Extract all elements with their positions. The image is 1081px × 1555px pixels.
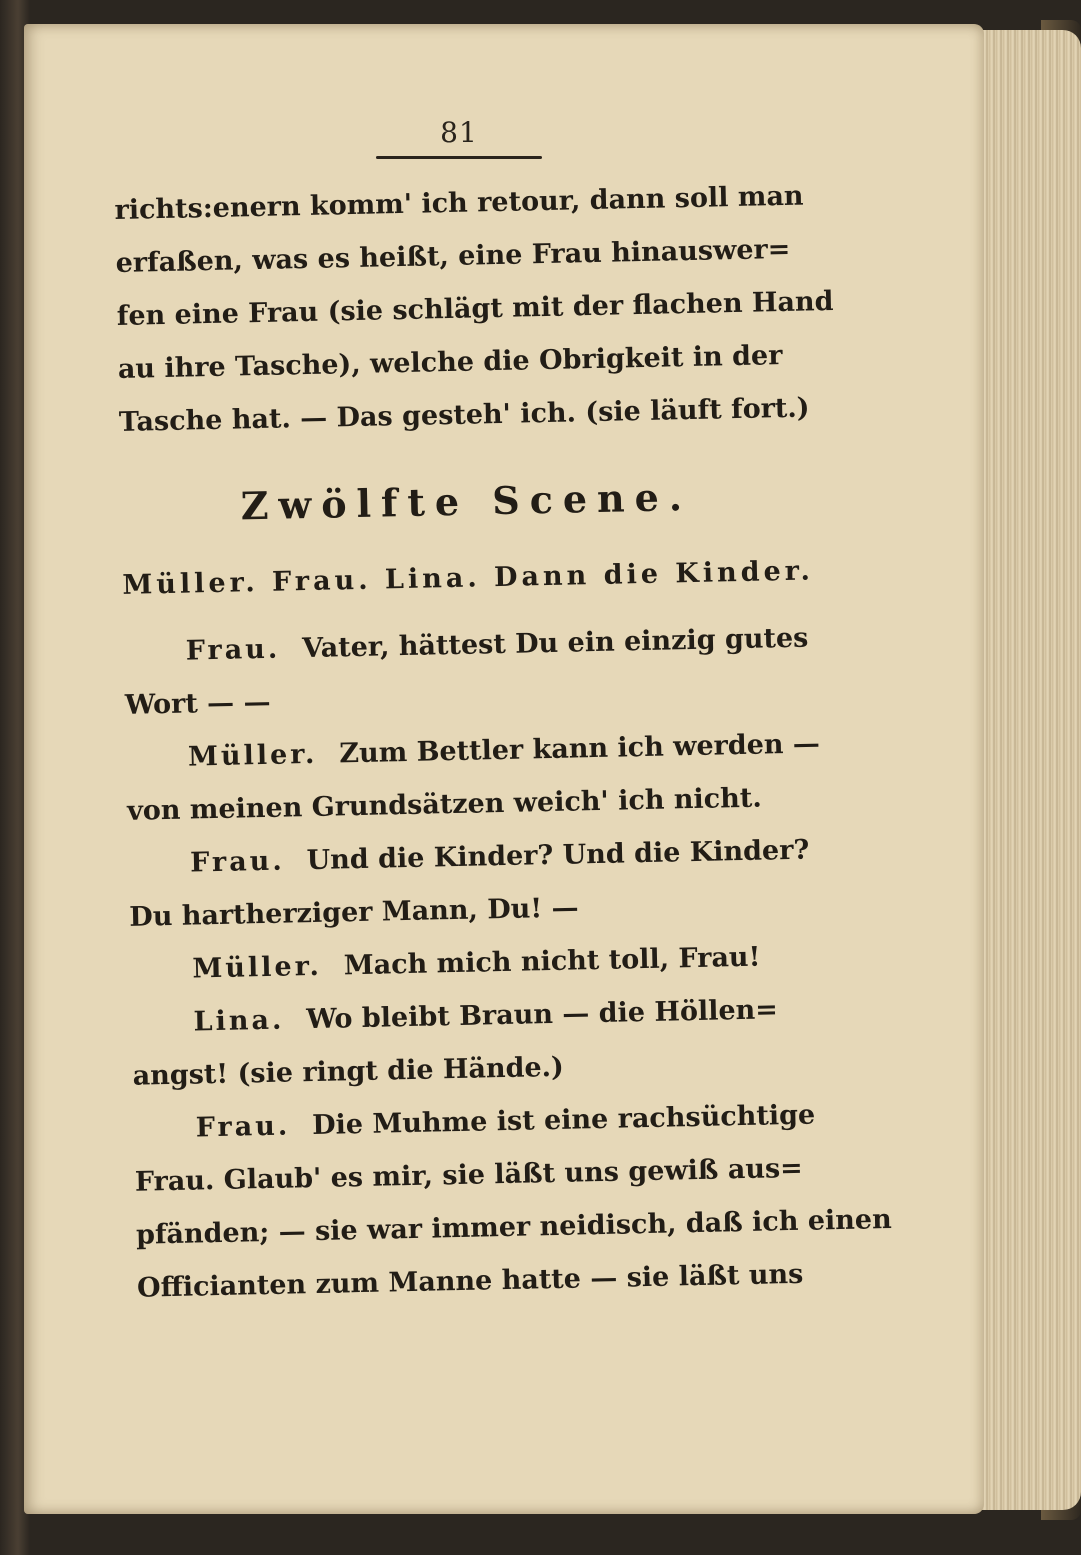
text-line: richts:enern komm' ich retour, dann soll man bbox=[114, 180, 804, 226]
text-line: au ihre Tasche), welche die Obrigkeit in der bbox=[117, 340, 783, 385]
speaker-name: Müller. bbox=[187, 738, 318, 773]
dialogue-text: Officianten zum Manne hatte — sie läßt uns bbox=[136, 1258, 804, 1304]
dialogue-text: Mach mich nicht toll, Frau! bbox=[343, 941, 761, 982]
speaker-name: Lina. bbox=[193, 1004, 285, 1038]
scene-heading: Zwölfte Scene. bbox=[240, 473, 693, 529]
text-line: Tasche hat. — Das gesteh' ich. (sie läuft fort.) bbox=[118, 392, 810, 438]
dialogue-text: Frau. Glaub' es mir, sie läßt uns gewiß aus= bbox=[134, 1152, 804, 1198]
dialogue-text: angst! (sie ringt die Hände.) bbox=[132, 1051, 565, 1092]
book-page bbox=[24, 24, 984, 1514]
speaker-name: Müller. bbox=[192, 950, 323, 985]
page-text bbox=[114, 167, 928, 1314]
page-number: 81 bbox=[440, 116, 478, 149]
dialogue-text: Wort — — bbox=[124, 686, 271, 721]
dialogue-text: Zum Bettler kann ich werden — bbox=[339, 728, 821, 770]
dialogue-text: Du hartherziger Mann, Du! — bbox=[129, 892, 579, 933]
dialogue-text: Und die Kinder? Und die Kinder? bbox=[306, 834, 810, 877]
dialogue-text: Vater, hättest Du ein einzig gutes bbox=[301, 622, 809, 665]
dialogue-text: Die Muhme ist eine rachsüchtige bbox=[311, 1099, 816, 1142]
dialogue-text: von meinen Grundsätzen weich' ich nicht. bbox=[126, 782, 762, 827]
dialogue-text: pfänden; — sie war immer neidisch, daß ich einen bbox=[135, 1203, 893, 1251]
cast-line: Müller. Frau. Lina. Dann die Kinder. bbox=[122, 555, 815, 601]
speaker-name: Frau. bbox=[185, 633, 281, 667]
page-number-rule bbox=[376, 156, 542, 159]
speaker-name: Frau. bbox=[189, 845, 285, 879]
text-line: erfaßen, was es heißt, eine Frau hinauswer= bbox=[115, 233, 791, 279]
dialogue-text: Wo bleibt Braun — die Höllen= bbox=[305, 994, 779, 1036]
text-line: fen eine Frau (sie schlägt mit der flachen Hand bbox=[116, 285, 834, 332]
speaker-name: Frau. bbox=[195, 1110, 291, 1144]
